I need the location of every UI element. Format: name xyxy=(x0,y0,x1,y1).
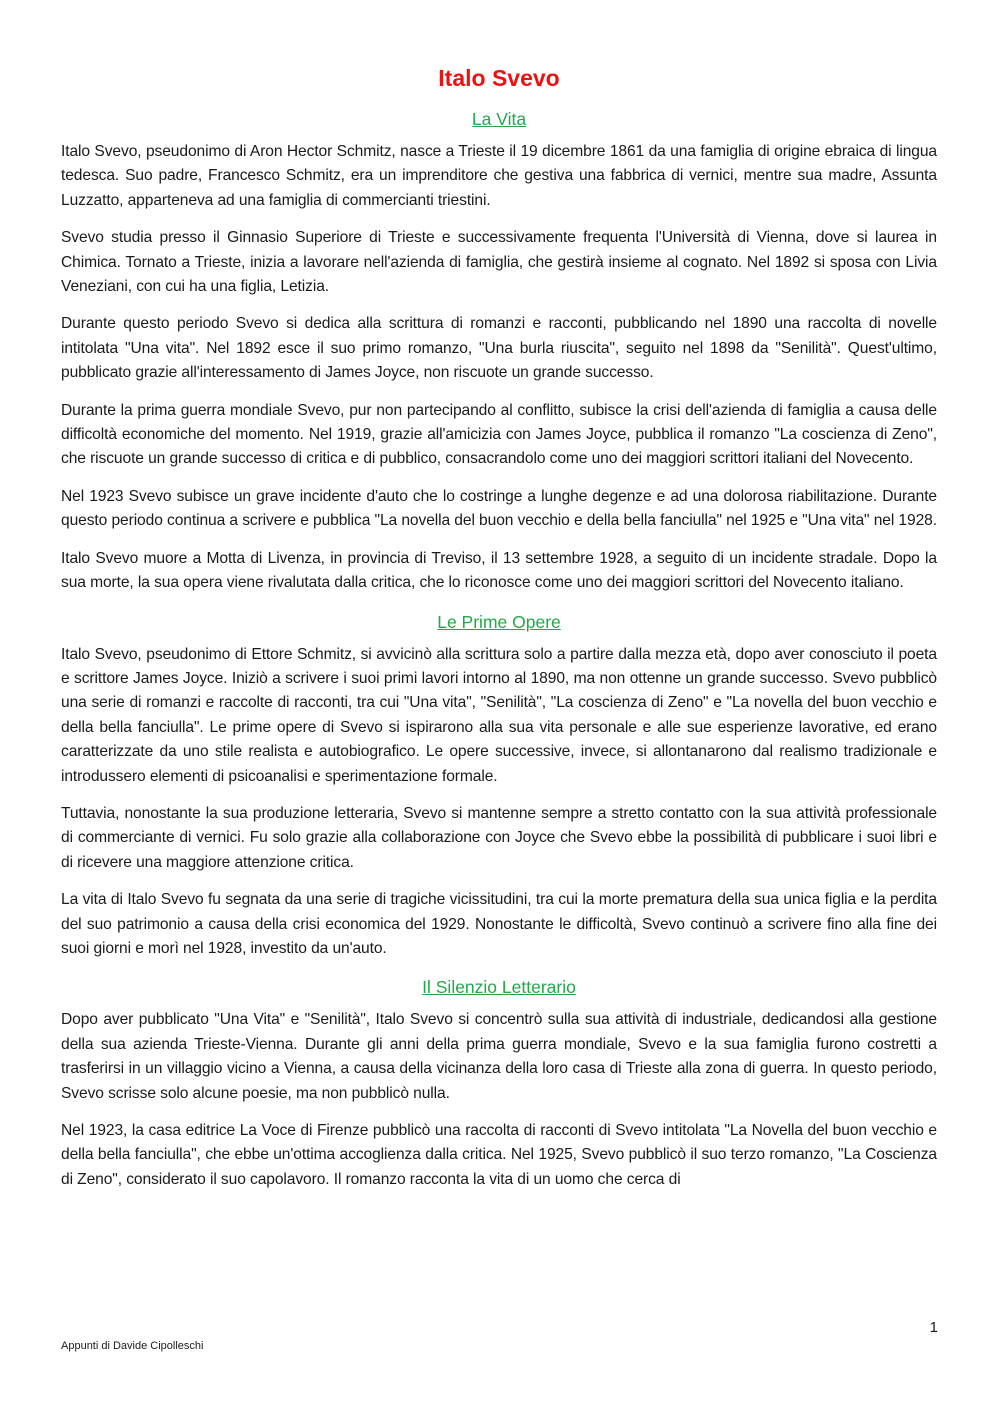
section-le-prime-opere xyxy=(61,609,937,962)
paragraph: La vita di Italo Svevo fu segnata da una serie di tragiche vicissitudini, tra cui la morte prematura della sua unica figlia e la perdita del suo patrimonio a causa della crisi economica del 1929. Nonostante le difficoltà, Svevo continuò a scrivere fino alla fine dei suoi giorni e morì nel 1928, investito da un'auto. xyxy=(61,891,937,957)
section-heading: Le Prime Opere xyxy=(437,611,561,632)
footer-note: Appunti di Davide Cipolleschi xyxy=(61,1340,204,1352)
paragraph: Durante questo periodo Svevo si dedica alla scrittura di romanzi e racconti, pubblicando nel 1890 una raccolta di novelle intitolata "Una vita". Nel 1892 esce il suo primo romanzo, "Una burla riuscita", seguito nel 1898 da "Senilità". Quest'ultimo, pubblicato grazie all'interessamento di James Joyce, non riscuote un grande successo. xyxy=(61,315,937,382)
paragraph: Italo Svevo, pseudonimo di Aron Hector Schmitz, nasce a Trieste il 19 dicembre 1861 da una famiglia di origine ebraica di lingua tedesca. Suo padre, Francesco Schmitz, era un imprenditore che gestiva una fabbrica di vernici, mentre sua madre, Assunta Luzzatto, apparteneva ad una famiglia di commercianti triestini. xyxy=(61,143,937,209)
section-la-vita xyxy=(61,106,937,596)
paragraph: Dopo aver pubblicato "Una Vita" e "Senilità", Italo Svevo si concentrò sulla sua attività di industriale, dedicandosi alla gestione della sua azienda Trieste-Vienna. Durante gli anni della prima guerra mondiale, Svevo e la sua famiglia furono costretti a trasferirsi in un villaggio vicino a Vienna, a causa della vicinanza della loro casa di Trieste alla zona di guerra. In questo periodo, Svevo scrisse solo alcune poesie, ma non pubblicò nulla. xyxy=(61,1011,937,1102)
paragraph: Italo Svevo muore a Motta di Livenza, in provincia di Treviso, il 13 settembre 1928, a seguito di un incidente stradale. Dopo la sua morte, la sua opera viene rivalutata dalla critica, che lo riconosce come uno dei maggiori scrittori del Novecento italiano. xyxy=(61,549,937,592)
paragraph: Italo Svevo, pseudonimo di Ettore Schmitz, si avvicinò alla scrittura solo a partire dalla mezza età, dopo aver conosciuto il poeta e scrittore James Joyce. Iniziò a scrivere i suoi primi lavori intorno al 1890, ma non ottenne un grande successo. Svevo pubblicò una serie di romanzi e raccolte di racconti, tra cui "Una vita", "Senilità", "La coscienza di Zeno" e "La novella del buon vecchio e della bella fanciulla". Le prime opere di Svevo si ispirarono alla sua vita personale e alle sue esperienze lavorative, ed erano caratterizzate da uno stile realista e autobiografico. Le opere successive, invece, si allontanarono dal realismo tradizionale e introdussero elementi di psicoanalisi e sperimentazione formale. xyxy=(61,645,937,785)
section-heading: La Vita xyxy=(471,109,527,129)
section-heading: Il Silenzio Letterario xyxy=(422,977,576,998)
document-title: Italo Svevo xyxy=(438,65,560,91)
paragraph: Durante la prima guerra mondiale Svevo, pur non partecipando al conflitto, subisce la crisi dell'azienda di famiglia a causa delle difficoltà economiche del momento. Nel 1919, grazie all'amicizia con James Joyce, pubblica il romanzo "La coscienza di Zeno", che riscuote un grande successo di critica e di pubblico, consacrandolo come uno dei maggiori scrittori italiani del Novecento. xyxy=(61,401,937,468)
section-il-silenzio-letterario xyxy=(61,974,937,1192)
paragraph: Nel 1923 Svevo subisce un grave incidente d'auto che lo costringe a lunghe degenze e ad una dolorosa riabilitazione. Durante questo periodo continua a scrivere e pubblica "La novella del buon vecchio e della bella fanciulla" nel 1925 e "Una vita" nel 1928. xyxy=(61,487,937,530)
document-page xyxy=(61,60,937,1205)
paragraph: Tuttavia, nonostante la sua produzione letteraria, Svevo si mantenne sempre a stretto contatto con la sua attività professionale di commerciante di vernici. Fu solo grazie alla collaborazione con Joyce che Svevo ebbe la possibilità di pubblicare i suoi libri e di ricevere una maggiore attenzione critica. xyxy=(61,804,937,871)
paragraph: Nel 1923, la casa editrice La Voce di Firenze pubblicò una raccolta di racconti di Svevo intitolata "La Novella del buon vecchio e della bella fanciulla", che ebbe un'ottima accoglienza dalla critica. Nel 1925, Svevo pubblicò il suo terzo romanzo, "La Coscienza di Zeno", considerato il suo capolavoro. Il romanzo racconta la vita di un uomo che cerca di xyxy=(61,1122,937,1188)
page-number: 1 xyxy=(929,1319,938,1336)
paragraph: Svevo studia presso il Ginnasio Superiore di Trieste e successivamente frequenta l'Università di Vienna, dove si laurea in Chimica. Tornato a Trieste, inizia a lavorare nell'azienda di famiglia, che gestirà insieme al cognato. Nel 1892 si sposa con Livia Veneziani, con cui ha una figlia, Letizia. xyxy=(61,229,937,296)
